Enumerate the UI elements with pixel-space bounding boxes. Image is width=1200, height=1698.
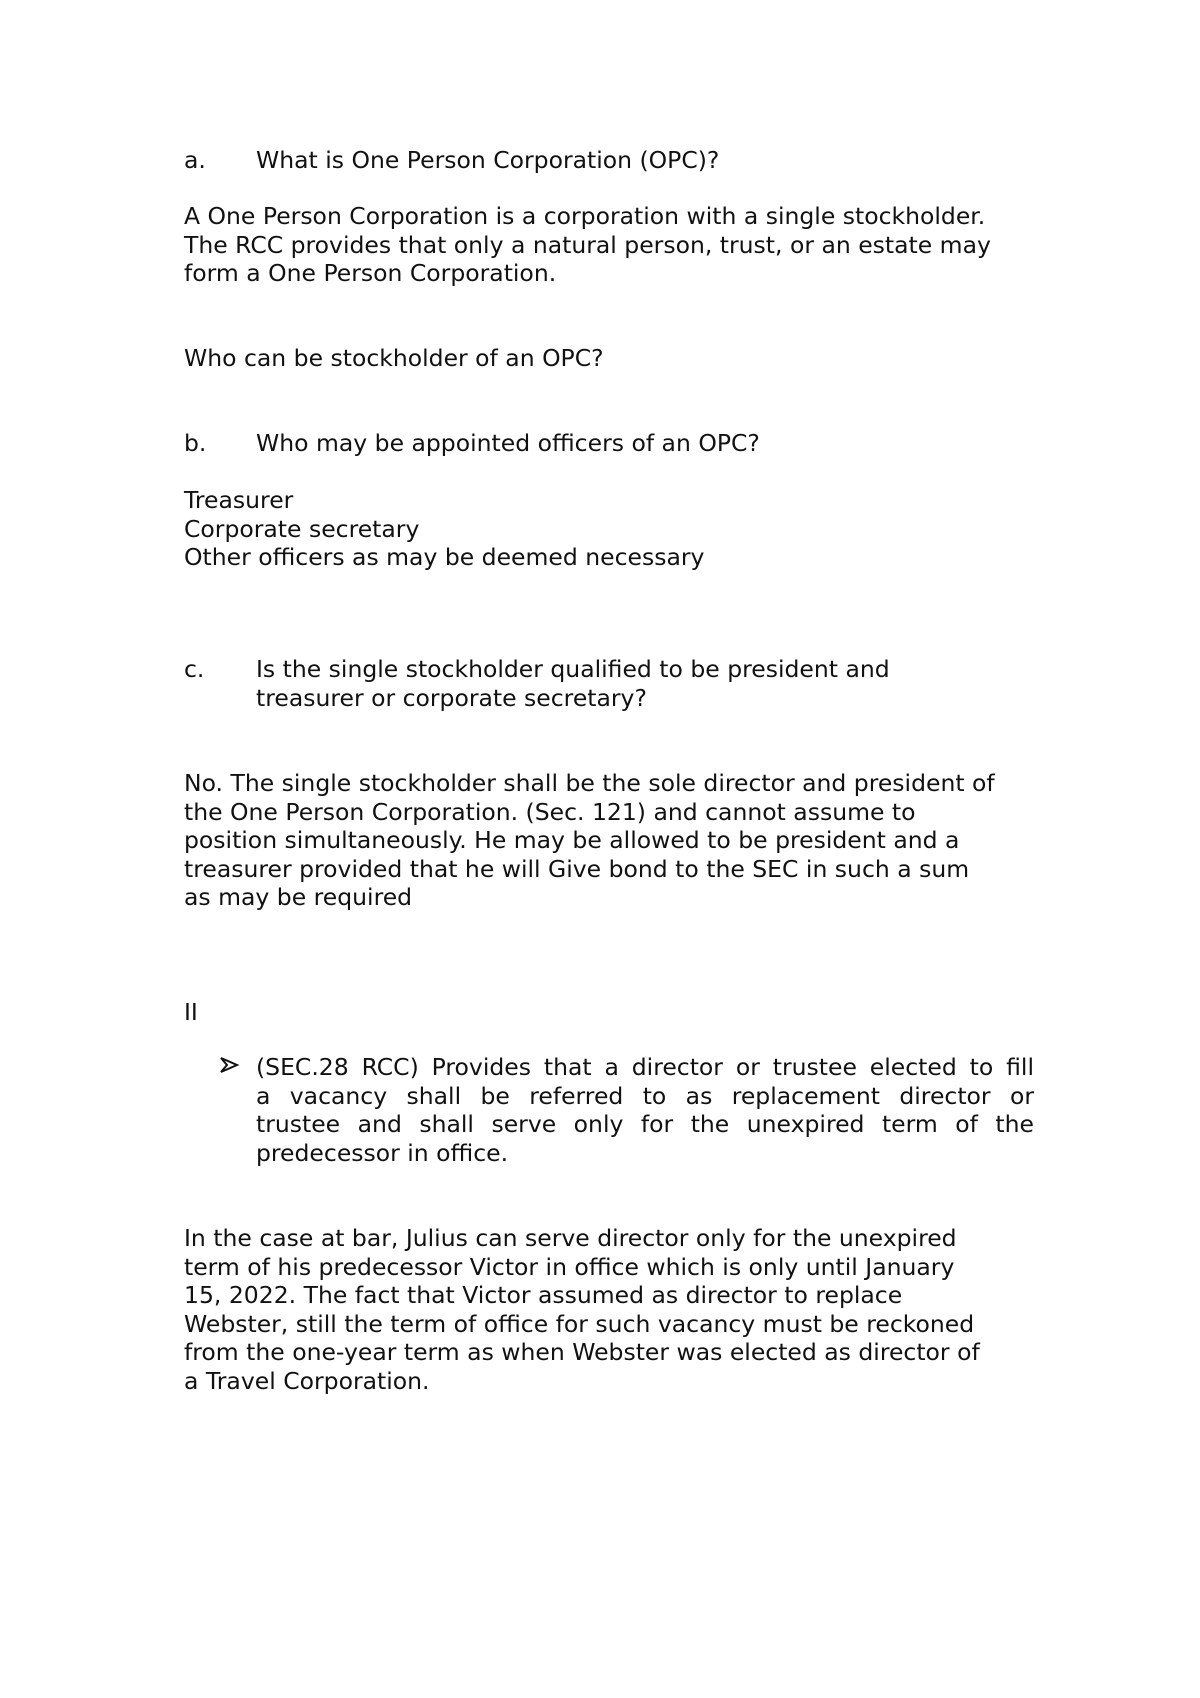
answer-b-list	[184, 486, 1034, 572]
bullet-line: trustee and shall serve only for the unexpired term of the	[256, 1110, 1034, 1139]
question-c	[184, 655, 1034, 715]
question-a-label: a.	[184, 146, 206, 174]
question-b-text: Who may be appointed officers of an OPC?	[256, 429, 760, 457]
conclusion-line: term of his predecessor Victor in office which is only until January	[184, 1252, 955, 1281]
question-b-label: b.	[184, 429, 207, 457]
question-c-label: c.	[184, 655, 205, 683]
conclusion-line: a Travel Corporation.	[184, 1366, 430, 1395]
bullet-line: a vacancy shall be referred to as replacement director or	[256, 1081, 1034, 1110]
question-a-text: What is One Person Corporation (OPC)?	[256, 146, 720, 174]
question-c-line: Is the single stockholder qualified to be president and	[256, 655, 890, 683]
answer-c-line: treasurer provided that he will Give bond to the SEC in such a sum	[184, 854, 970, 883]
question-stockholder	[184, 344, 1034, 373]
answer-a-line: The RCC provides that only a natural person, trust, or an estate may	[184, 230, 991, 259]
answer-a-line: A One Person Corporation is a corporation with a single stockholder.	[184, 202, 986, 230]
list-item: Treasurer	[184, 486, 294, 514]
answer-c-line: as may be required	[184, 883, 413, 912]
question-stockholder-text: Who can be stockholder of an OPC?	[184, 344, 604, 372]
conclusion-paragraph	[184, 1224, 1034, 1396]
answer-a	[184, 202, 1034, 288]
question-c-text	[256, 655, 956, 712]
section-ii-heading: II	[184, 998, 198, 1026]
list-item: Corporate secretary	[184, 514, 420, 543]
bullet-line: predecessor in office.	[256, 1138, 509, 1167]
conclusion-line: Webster, still the term of office for such vacancy must be reckoned	[184, 1309, 975, 1338]
answer-a-line: form a One Person Corporation.	[184, 259, 557, 288]
question-b	[184, 429, 1034, 459]
answer-c-line: position simultaneously. He may be allowed to be president and a	[184, 826, 960, 855]
answer-c-line: No. The single stockholder shall be the sole director and president of	[184, 769, 995, 797]
question-a	[184, 146, 1034, 176]
section-ii-bullet-text	[256, 1053, 1034, 1167]
answer-c	[184, 769, 1034, 912]
conclusion-line: from the one-year term as when Webster was elected as director of	[184, 1338, 980, 1367]
answer-c-line: the One Person Corporation. (Sec. 121) and cannot assume to	[184, 797, 916, 826]
question-c-line: treasurer or corporate secretary?	[256, 683, 647, 712]
list-item: Other officers as may be deemed necessary	[184, 543, 705, 572]
section-ii-label	[184, 998, 1034, 1027]
section-ii-bullet	[218, 1053, 1034, 1173]
arrowhead-bullet-icon	[218, 1053, 242, 1081]
conclusion-line: 15, 2022. The fact that Victor assumed as director to replace	[184, 1281, 903, 1310]
bullet-line: (SEC.28 RCC) Provides that a director or trustee elected to fill	[256, 1053, 1034, 1081]
conclusion-line: In the case at bar, Julius can serve director only for the unexpired	[184, 1224, 957, 1252]
